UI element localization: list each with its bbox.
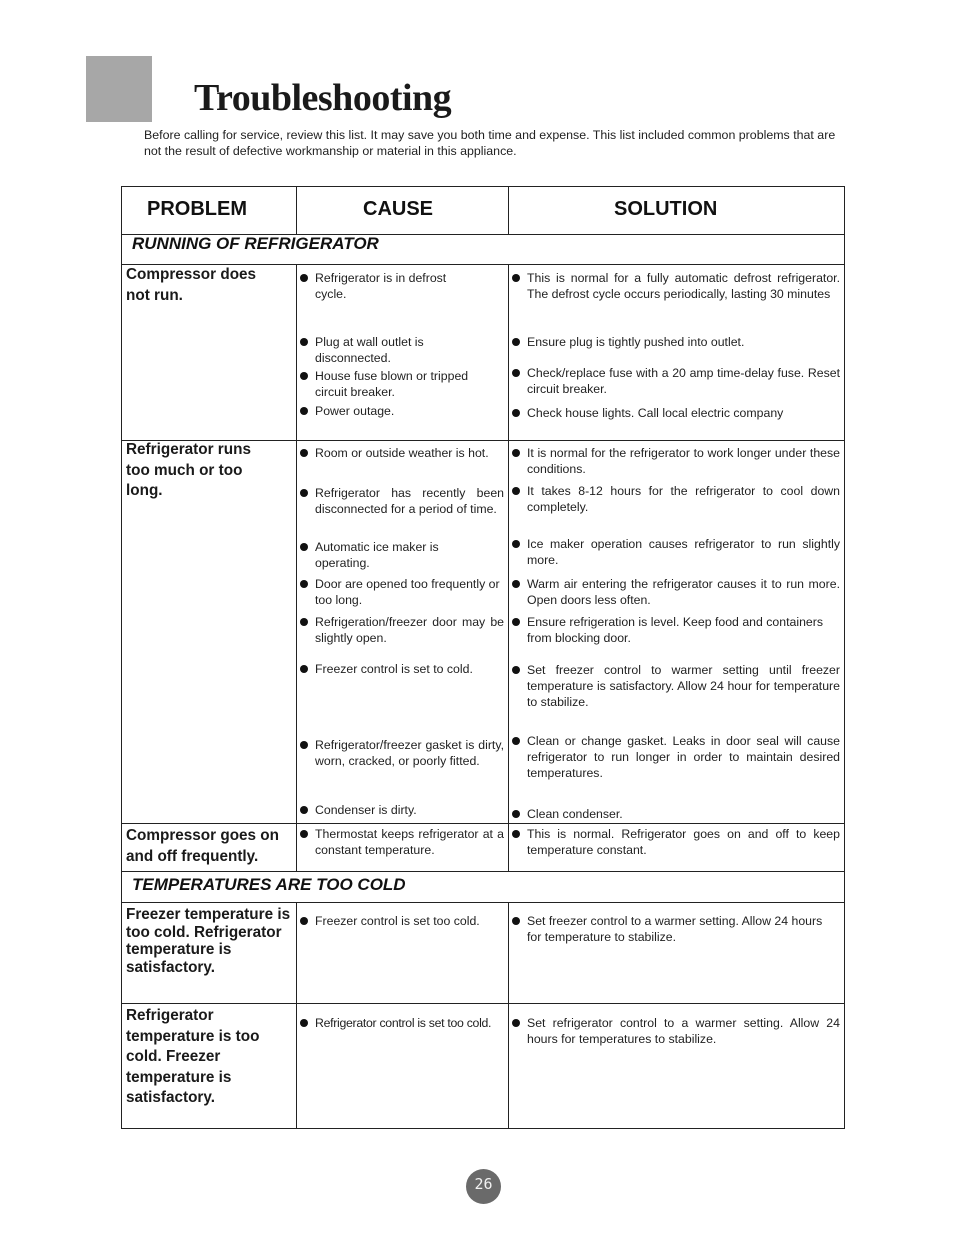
solution-item: Ice maker operation causes refrigerator to run slightly more. — [510, 536, 840, 568]
solution-item: Clean condenser. — [510, 806, 840, 822]
page-title: Troubleshooting — [194, 77, 452, 119]
column-divider — [296, 902, 297, 1128]
solution-item: Clean or change gasket. Leaks in door seal will cause refrigerator to run longer in order to maintain desired temperatures. — [510, 733, 840, 781]
solution-item: This is normal for a fully automatic defrost refrigerator. The defrost cycle occurs periodically, lasting 30 minutes — [510, 270, 840, 302]
troubleshooting-table — [121, 186, 845, 1129]
cause-item: Plug at wall outlet is disconnected. — [298, 334, 458, 366]
cause-item: Freezer control is set to cold. — [298, 661, 504, 677]
problem-label: Freezer temperature is too cold. Refrigerator temperature is satisfactory. — [126, 906, 291, 976]
cause-item: Room or outside weather is hot. — [298, 445, 504, 461]
row-divider — [122, 823, 844, 824]
cause-item: Power outage. — [298, 403, 504, 419]
solution-item: Check/replace fuse with a 20 amp time-delay fuse. Reset circuit breaker. — [510, 365, 840, 397]
cause-item: Door are opened too frequently or too long. — [298, 576, 504, 608]
problem-label: Compressor goes on and off frequently. — [126, 827, 279, 865]
solution-item: Ensure refrigeration is level. Keep food and containers from blocking door. — [510, 614, 840, 646]
solution-item: Set refrigerator control to a warmer setting. Allow 24 hours for temperatures to stabilize. — [510, 1015, 840, 1047]
solution-item: Ensure plug is tightly pushed into outlet. — [510, 334, 840, 350]
cause-item: Condenser is dirty. — [298, 802, 504, 818]
column-divider — [508, 264, 509, 871]
section-divider — [122, 871, 844, 872]
cause-item: Automatic ice maker is operating. — [298, 539, 468, 571]
column-header-problem: PROBLEM — [147, 198, 247, 220]
column-header-solution: SOLUTION — [614, 198, 718, 220]
section-divider — [122, 902, 844, 903]
solution-item: This is normal. Refrigerator goes on and off to keep temperature constant. — [510, 826, 840, 858]
column-divider — [296, 264, 297, 871]
row-divider — [122, 1003, 844, 1004]
problem-label: Compressor does not run. — [126, 266, 257, 304]
problem-label: Refrigerator runs too much or too long. — [126, 441, 251, 499]
solution-item: Warm air entering the refrigerator causes it to run more. Open doors less often. — [510, 576, 840, 608]
cause-item: House fuse blown or tripped circuit breaker. — [298, 368, 488, 400]
cause-item: Refrigerator is in defrost cycle. — [298, 270, 458, 302]
column-divider — [508, 902, 509, 1128]
cause-item: Refrigerator/freezer gasket is dirty, worn, cracked, or poorly fitted. — [298, 737, 504, 769]
page-number-badge: 26 — [466, 1169, 501, 1204]
cause-item: Freezer control is set too cold. — [298, 913, 504, 929]
solution-item: Set freezer control to warmer setting until freezer temperature is satisfactory. Allow 24 hour for temperature to stabilize. — [510, 662, 840, 710]
solution-item: Set freezer control to a warmer setting. Allow 24 hours for temperature to stabilize. — [510, 913, 840, 945]
column-divider — [296, 187, 297, 234]
cause-item: Refrigerator control is set too cold. — [298, 1015, 504, 1031]
solution-item: It is normal for the refrigerator to work longer under these conditions. — [510, 445, 840, 477]
column-divider — [508, 187, 509, 234]
section-title-running: RUNNING OF REFRIGERATOR — [132, 234, 379, 253]
header-gray-block — [86, 56, 152, 122]
cause-item: Refrigeration/freezer door may be slightly open. — [298, 614, 504, 646]
solution-item: Check house lights. Call local electric company — [510, 405, 840, 421]
cause-item: Refrigerator has recently been disconnected for a period of time. — [298, 485, 504, 517]
cause-item: Thermostat keeps refrigerator at a constant temperature. — [298, 826, 504, 858]
section-title-too-cold: TEMPERATURES ARE TOO COLD — [132, 875, 406, 894]
solution-item: It takes 8-12 hours for the refrigerator to cool down completely. — [510, 483, 840, 515]
intro-paragraph: Before calling for service, review this list. It may save you both time and expense. This list included common problems that are not the result of defective workmanship or material in this appliance. — [144, 128, 836, 158]
problem-label: Refrigerator temperature is too cold. Freezer temperature is satisfactory. — [126, 1007, 260, 1106]
column-header-cause: CAUSE — [363, 198, 434, 220]
